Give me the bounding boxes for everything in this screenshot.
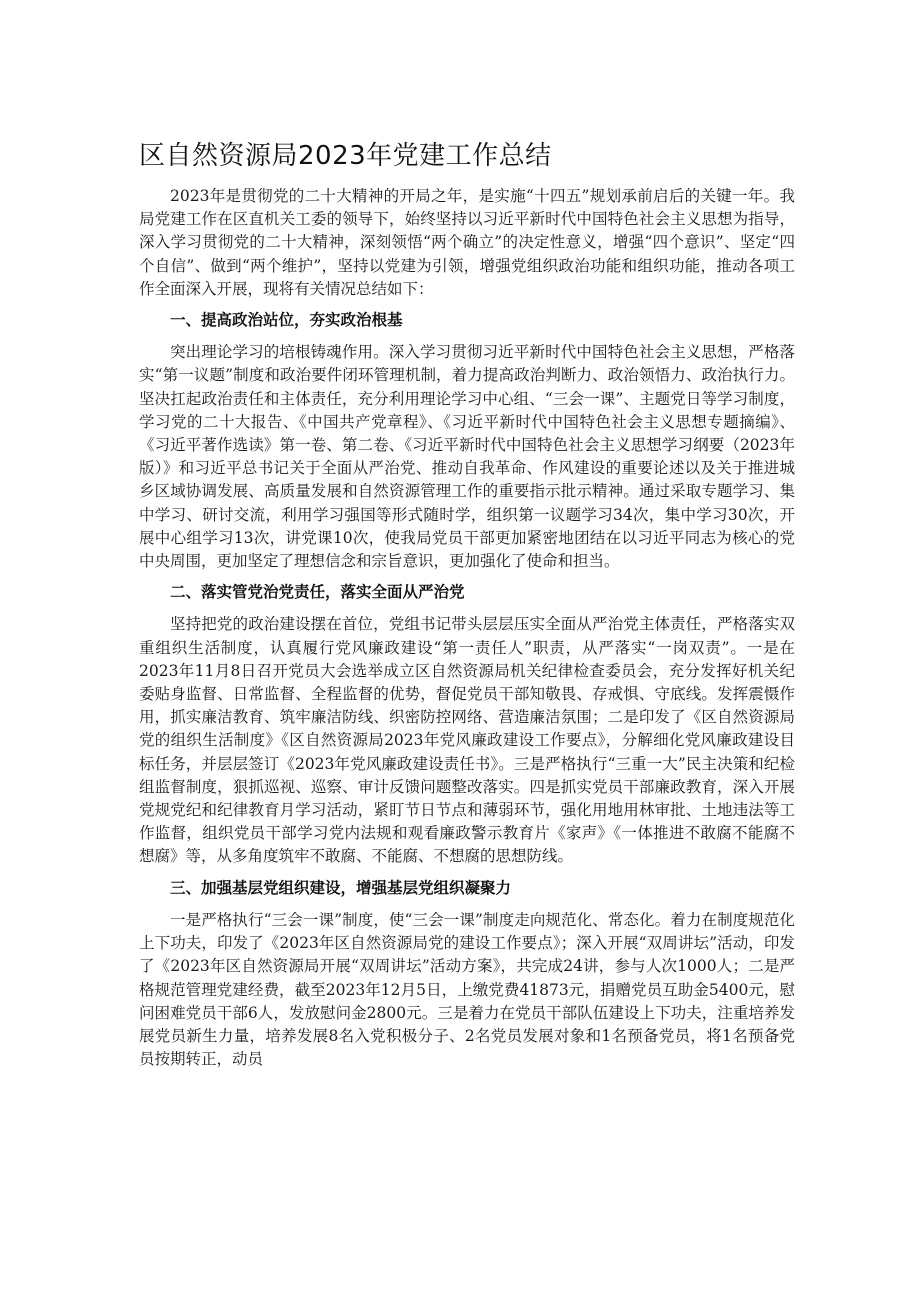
- section-paragraph: 一是严格执行“三会一课”制度，使“三会一课”制度走向规范化、常态化。着力在制度规范化上下功夫，印发了《2023年区自然资源局党的建设工作要点》；深入开展“双周讲坛”活动，印发了《2023年区自然资源局开展“双周讲坛”活动方案》，共完成24讲，参与人次1000人；二是严格规范管理党建经费，截至2023年12月5日，上缴党费41873元，捐赠党员互助金5400元，慰问困难党员干部6人，发放慰问金2800元。三是着力在党员干部队伍建设上下功夫，注重培养发展党员新生力量，培养发展8名入党积极分子、2名党员发展对象和1名预备党员，将1名预备党员按期转正，动员: [139, 910, 795, 1069]
- section-heading: 二、落实管党治党责任，落实全面从严治党: [170, 583, 465, 602]
- section-paragraph: 突出理论学习的培根铸魂作用。深入学习贯彻习近平新时代中国特色社会主义思想，严格落实“第一议题”制度和政治要件闭环管理机制，着力提高政治判断力、政治领悟力、政治执行力。坚决扛起政治责任和主体责任，充分利用理论学习中心组、“三会一课”、主题党日等学习制度，学习党的二十大报告、《中国共产党章程》、《习近平新时代中国特色社会主义思想专题摘编》、《习近平著作选读》第一卷、第二卷、《习近平新时代中国特色社会主义思想学习纲要（2023年版）》和习近平总书记关于全面从严治党、推动自我革命、作风建设的重要论述以及关于推进城乡区域协调发展、高质量发展和自然资源管理工作的重要指示批示精神。通过采取专题学习、集中学习、研讨交流，利用学习强国等形式随时学，组织第一议题学习34次，集中学习30次，开展中心组学习13次，讲党课10次，使我局党员干部更加紧密地团结在以习近平同志为核心的党中央周围，更加坚定了理想信念和宗旨意识，更加强化了使命和担当。: [139, 343, 795, 571]
- section-paragraph: 坚持把党的政治建设摆在首位，党组书记带头层层压实全面从严治党主体责任，严格落实双重组织生活制度，认真履行党风廉政建设“第一责任人”职责，从严落实“一岗双责”。一是在2023年11月8日召开党员大会选举成立区自然资源局机关纪律检查委员会，充分发挥好机关纪委贴身监督、日常监督、全程监督的优势，督促党员干部知敬畏、存戒惧、守底线。发挥震慑作用，抓实廉洁教育、筑牢廉洁防线、织密防控网络、营造廉洁氛围；二是印发了《区自然资源局党的组织生活制度》《区自然资源局2023年党风廉政建设工作要点》，分解细化党风廉政建设目标任务，并层层签订《2023年党风廉政建设责任书》。三是严格执行“三重一大”民主决策和纪检组监督制度，狠抓巡视、巡察、审计反馈问题整改落实。四是抓实党员干部廉政教育，深入开展党规党纪和纪律教育月学习活动，紧盯节日节点和薄弱环节，强化用地用林审批、土地违法等工作监督，组织党员干部学习党内法规和观看廉政警示教育片《家声》《一体推进不敢腐不能腐不想腐》等，从多角度筑牢不敢腐、不能腐、不想腐的思想防线。: [139, 615, 795, 866]
- intro-paragraph: 2023年是贯彻党的二十大精神的开局之年，是实施“十四五”规划承前启后的关键一年。我局党建工作在区直机关工委的领导下，始终坚持以习近平新时代中国特色社会主义思想为指导，深入学习贯彻党的二十大精神，深刻领悟“两个确立”的决定性意义，增强“四个意识”、坚定“四个自信”、做到“两个维护”，坚持以党建为引领，增强党组织政治功能和组织功能，推动各项工作全面深入开展，现将有关情况总结如下：: [139, 187, 795, 298]
- document-body: [139, 185, 795, 1071]
- document-title: 区自然资源局2023年党建工作总结: [139, 141, 552, 171]
- section-heading: 三、加强基层党组织建设，增强基层党组织凝聚力: [170, 878, 512, 897]
- section-heading: 一、提高政治站位，夯实政治根基: [170, 311, 403, 330]
